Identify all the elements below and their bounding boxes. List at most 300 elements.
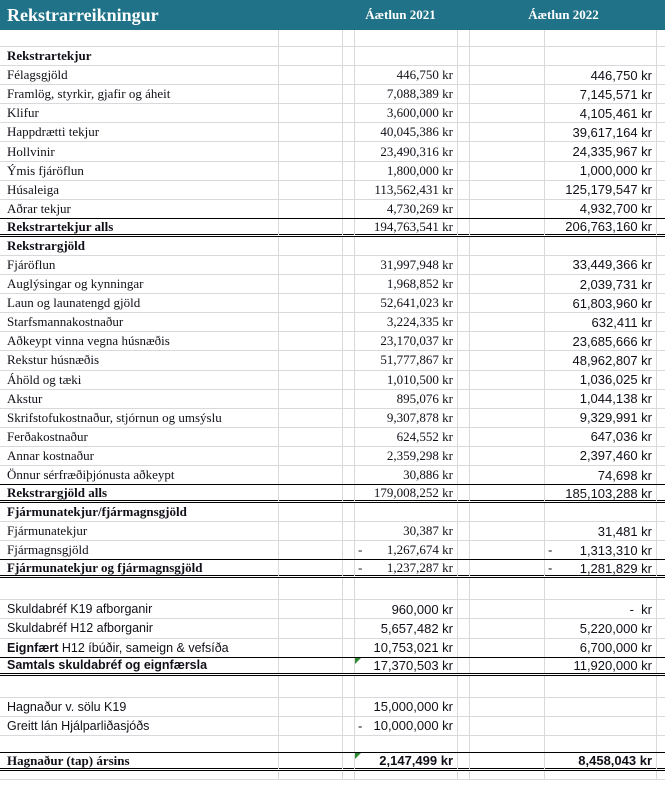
value-2021: 1,800,000 kr bbox=[386, 162, 453, 178]
table-row bbox=[0, 541, 665, 560]
table-row bbox=[0, 200, 665, 219]
cell-filler bbox=[279, 351, 343, 369]
cell-filler bbox=[343, 332, 355, 350]
cell-filler bbox=[470, 294, 545, 312]
value-2022-cell[interactable] bbox=[545, 485, 657, 501]
cell-filler bbox=[458, 162, 470, 180]
cell-filler bbox=[657, 698, 665, 716]
cell-filler bbox=[470, 639, 545, 657]
minus-sign: - bbox=[358, 542, 363, 558]
value-2021: 624,552 kr bbox=[396, 428, 453, 444]
value-2021-cell[interactable] bbox=[355, 313, 458, 331]
value-2021-cell[interactable] bbox=[355, 332, 458, 350]
cell-filler bbox=[458, 237, 470, 255]
row-label: Fjármunatekjur/fjármagnsgjöld bbox=[7, 504, 187, 520]
minus-sign: - bbox=[358, 718, 363, 734]
value-2022-cell[interactable] bbox=[545, 658, 657, 673]
value-2022-cell[interactable] bbox=[545, 676, 657, 697]
cell-filler bbox=[470, 753, 545, 769]
cell-filler bbox=[343, 294, 355, 312]
minus-sign: - bbox=[358, 560, 363, 576]
value-2021: 40,045,386 kr bbox=[380, 124, 453, 140]
value-2021-cell[interactable] bbox=[355, 541, 458, 559]
cell-filler bbox=[343, 560, 355, 576]
empty-row bbox=[0, 676, 665, 698]
row-label: H12 íbúðir, sameign & vefsíða bbox=[58, 640, 229, 655]
value-2022: 31,481 kr bbox=[597, 523, 652, 539]
value-2022-cell[interactable] bbox=[545, 771, 657, 779]
table-row bbox=[0, 639, 665, 658]
row-label: Önnur sérfræðiþjónusta aðkeypt bbox=[7, 467, 175, 483]
value-2022: 2,397,460 kr bbox=[579, 448, 652, 464]
value-2021: 960,000 kr bbox=[391, 601, 453, 617]
value-2022-cell[interactable] bbox=[545, 717, 657, 735]
value-2022-cell[interactable] bbox=[545, 200, 657, 218]
row-label-cell[interactable] bbox=[0, 428, 279, 446]
column-header-2022: Áætlun 2022 bbox=[528, 7, 599, 22]
row-label-cell[interactable] bbox=[0, 313, 279, 331]
value-2022: 33,449,366 kr bbox=[572, 257, 652, 273]
value-2021-cell[interactable] bbox=[355, 736, 458, 752]
cell-filler bbox=[470, 390, 545, 408]
cell-filler bbox=[279, 428, 343, 446]
cell-filler bbox=[458, 522, 470, 540]
cell-filler bbox=[279, 332, 343, 350]
row-label-cell[interactable] bbox=[0, 466, 279, 484]
value-2022-cell[interactable] bbox=[545, 409, 657, 427]
cell-filler bbox=[657, 619, 665, 637]
cell-filler bbox=[343, 66, 355, 84]
value-2022-cell[interactable] bbox=[545, 332, 657, 350]
value-2022-cell[interactable] bbox=[545, 30, 657, 46]
cell-filler bbox=[470, 466, 545, 484]
row-label-cell[interactable] bbox=[0, 541, 279, 559]
value-2021: 15,000,000 kr bbox=[373, 699, 453, 715]
row-label-cell[interactable] bbox=[0, 639, 279, 657]
value-2022-cell[interactable] bbox=[545, 753, 657, 769]
table-row bbox=[0, 47, 665, 66]
cell-filler bbox=[458, 503, 470, 521]
row-label-cell[interactable] bbox=[0, 256, 279, 274]
row-label: Akstur bbox=[7, 390, 43, 406]
row-label: Áhöld og tæki bbox=[7, 371, 82, 387]
row-label-cell[interactable] bbox=[0, 409, 279, 427]
value-2022: 647,036 kr bbox=[590, 429, 652, 445]
value-2021: 1,267,674 kr bbox=[386, 542, 453, 558]
value-2021: 2,359,298 kr bbox=[386, 447, 453, 463]
value-2022-cell[interactable] bbox=[545, 104, 657, 122]
value-2022: 1,044,138 kr bbox=[579, 391, 652, 407]
value-2022: 206,763,160 kr bbox=[565, 219, 652, 235]
value-2022-cell[interactable] bbox=[545, 123, 657, 141]
row-label-cell[interactable] bbox=[0, 371, 279, 389]
row-label-cell[interactable] bbox=[0, 351, 279, 369]
empty-row bbox=[0, 771, 665, 780]
cell-filler bbox=[657, 717, 665, 735]
cell-filler bbox=[458, 578, 470, 599]
cell-filler bbox=[279, 676, 343, 697]
cell-filler bbox=[279, 47, 343, 65]
cell-filler bbox=[279, 771, 343, 779]
cell-filler bbox=[657, 351, 665, 369]
row-label-cell[interactable] bbox=[0, 390, 279, 408]
value-2021-cell[interactable] bbox=[355, 351, 458, 369]
row-label-cell[interactable] bbox=[0, 104, 279, 122]
cell-filler bbox=[279, 123, 343, 141]
value-2022-cell[interactable] bbox=[545, 371, 657, 389]
cell-filler bbox=[343, 753, 355, 769]
cell-filler bbox=[279, 736, 343, 752]
row-label-cell[interactable] bbox=[0, 578, 279, 599]
cell-filler bbox=[279, 619, 343, 637]
cell-filler bbox=[657, 522, 665, 540]
value-2021-cell[interactable] bbox=[355, 256, 458, 274]
cell-filler bbox=[458, 200, 470, 218]
value-2022: 5,220,000 kr bbox=[579, 620, 652, 636]
cell-filler bbox=[470, 619, 545, 637]
cell-filler bbox=[279, 162, 343, 180]
value-2022-cell[interactable] bbox=[545, 181, 657, 199]
cell-filler bbox=[279, 600, 343, 618]
value-2021: 2,147,499 kr bbox=[379, 753, 453, 769]
table-row bbox=[0, 313, 665, 332]
cell-filler bbox=[470, 560, 545, 576]
cell-filler bbox=[458, 658, 470, 673]
value-2022-cell[interactable] bbox=[545, 237, 657, 255]
table-row bbox=[0, 447, 665, 466]
value-2021-cell[interactable] bbox=[355, 771, 458, 779]
table-row bbox=[0, 409, 665, 428]
row-label-cell[interactable] bbox=[0, 123, 279, 141]
cell-filler bbox=[458, 275, 470, 293]
value-2021-cell[interactable] bbox=[355, 219, 458, 235]
cell-filler bbox=[343, 390, 355, 408]
cell-filler bbox=[279, 275, 343, 293]
value-2022-cell[interactable] bbox=[545, 390, 657, 408]
row-label-cell[interactable] bbox=[0, 294, 279, 312]
value-2021-cell[interactable] bbox=[355, 390, 458, 408]
cell-filler bbox=[458, 219, 470, 235]
row-label: Annar kostnaður bbox=[7, 447, 95, 463]
row-label-cell[interactable] bbox=[0, 619, 279, 637]
value-2021-cell[interactable] bbox=[355, 428, 458, 446]
cell-filler bbox=[470, 30, 545, 46]
cell-filler bbox=[343, 162, 355, 180]
value-2022-cell[interactable] bbox=[545, 560, 657, 576]
value-2022-cell[interactable] bbox=[545, 698, 657, 716]
cell-filler bbox=[470, 66, 545, 84]
cell-filler bbox=[657, 447, 665, 465]
cell-filler bbox=[343, 578, 355, 599]
value-2021-cell[interactable] bbox=[355, 162, 458, 180]
cell-filler bbox=[458, 717, 470, 735]
cell-filler bbox=[458, 676, 470, 697]
row-label: Hagnaður v. sölu K19 bbox=[7, 699, 127, 714]
cell-filler bbox=[343, 466, 355, 484]
row-label-cell[interactable] bbox=[0, 717, 279, 735]
value-2021-cell[interactable] bbox=[355, 237, 458, 255]
row-label: Skuldabréf H12 afborganir bbox=[7, 621, 153, 636]
cell-filler bbox=[657, 162, 665, 180]
cell-filler bbox=[470, 409, 545, 427]
cell-filler bbox=[657, 85, 665, 103]
cell-filler bbox=[470, 541, 545, 559]
row-label: Fjármunatekjur bbox=[7, 523, 88, 539]
value-2022-cell[interactable] bbox=[545, 47, 657, 65]
green-triangle-icon bbox=[355, 753, 361, 759]
row-label-cell[interactable] bbox=[0, 162, 279, 180]
value-2022-cell[interactable] bbox=[545, 275, 657, 293]
value-2022-cell[interactable] bbox=[545, 736, 657, 752]
cell-filler bbox=[470, 676, 545, 697]
value-2021-cell[interactable] bbox=[355, 47, 458, 65]
value-2021: 3,224,335 kr bbox=[386, 314, 453, 330]
cell-filler bbox=[458, 541, 470, 559]
value-2022-cell[interactable] bbox=[545, 541, 657, 559]
table-row bbox=[0, 104, 665, 123]
value-2021-cell[interactable] bbox=[355, 123, 458, 141]
value-2021-cell[interactable] bbox=[355, 600, 458, 618]
value-2021: 4,730,269 kr bbox=[386, 200, 453, 216]
cell-filler bbox=[470, 142, 545, 160]
value-2021-cell[interactable] bbox=[355, 503, 458, 521]
cell-filler bbox=[470, 237, 545, 255]
cell-filler bbox=[470, 275, 545, 293]
cell-filler bbox=[279, 294, 343, 312]
cell-filler bbox=[279, 578, 343, 599]
cell-filler bbox=[470, 698, 545, 716]
cell-filler bbox=[279, 466, 343, 484]
cell-filler bbox=[279, 447, 343, 465]
value-2021-cell[interactable] bbox=[355, 753, 458, 769]
value-2021: 3,600,000 kr bbox=[386, 105, 453, 121]
table-row bbox=[0, 657, 665, 676]
cell-filler bbox=[343, 619, 355, 637]
value-2022-cell[interactable] bbox=[545, 256, 657, 274]
value-2021-cell[interactable] bbox=[355, 275, 458, 293]
value-2022: 7,145,571 kr bbox=[579, 86, 652, 102]
cell-filler bbox=[458, 428, 470, 446]
cell-filler bbox=[657, 466, 665, 484]
cell-filler bbox=[279, 313, 343, 331]
value-2021-cell[interactable] bbox=[355, 104, 458, 122]
row-label: Rekstrartekjur bbox=[7, 48, 92, 64]
cell-filler bbox=[343, 676, 355, 697]
row-label-cell[interactable] bbox=[0, 237, 279, 255]
value-2021-cell[interactable] bbox=[355, 676, 458, 697]
table-row bbox=[0, 332, 665, 351]
row-label: Happdrætti tekjur bbox=[7, 124, 100, 140]
cell-filler bbox=[458, 771, 470, 779]
value-2022-cell[interactable] bbox=[545, 578, 657, 599]
cell-filler bbox=[470, 503, 545, 521]
cell-filler bbox=[657, 428, 665, 446]
cell-filler bbox=[458, 294, 470, 312]
value-2021-cell[interactable] bbox=[355, 485, 458, 501]
cell-filler bbox=[657, 200, 665, 218]
empty-row bbox=[0, 578, 665, 600]
row-label-cell[interactable] bbox=[0, 200, 279, 218]
cell-filler bbox=[458, 66, 470, 84]
cell-filler bbox=[470, 162, 545, 180]
row-label-cell[interactable] bbox=[0, 560, 279, 576]
cell-filler bbox=[470, 447, 545, 465]
row-label-cell[interactable] bbox=[0, 771, 279, 779]
value-2022: 446,750 kr bbox=[590, 67, 652, 83]
row-label-cell[interactable] bbox=[0, 66, 279, 84]
value-2022: 6,700,000 kr bbox=[579, 640, 652, 656]
value-2021: 194,763,541 kr bbox=[373, 218, 453, 234]
value-2021-cell[interactable] bbox=[355, 294, 458, 312]
value-2022-cell[interactable] bbox=[545, 428, 657, 446]
row-label-cell[interactable] bbox=[0, 503, 279, 521]
value-2022: 185,103,288 kr bbox=[565, 485, 652, 501]
column-header-2021: Áætlun 2021 bbox=[365, 7, 436, 22]
value-2022-cell[interactable] bbox=[545, 142, 657, 160]
cell-filler bbox=[458, 313, 470, 331]
value-2022-cell[interactable] bbox=[545, 600, 657, 618]
value-2022-cell[interactable] bbox=[545, 66, 657, 84]
value-2022-cell[interactable] bbox=[545, 85, 657, 103]
value-2021-cell[interactable] bbox=[355, 66, 458, 84]
table-row bbox=[0, 371, 665, 390]
cell-filler bbox=[343, 237, 355, 255]
row-label-cell[interactable] bbox=[0, 219, 279, 235]
table-row bbox=[0, 275, 665, 294]
value-2022-cell[interactable] bbox=[545, 219, 657, 235]
value-2022-cell[interactable] bbox=[545, 162, 657, 180]
row-label-cell[interactable] bbox=[0, 30, 279, 46]
cell-filler bbox=[657, 771, 665, 779]
value-2021-cell[interactable] bbox=[355, 409, 458, 427]
value-2021-cell[interactable] bbox=[355, 578, 458, 599]
value-2021-cell[interactable] bbox=[355, 639, 458, 657]
value-2021: 10,000,000 kr bbox=[373, 718, 453, 734]
cell-filler bbox=[458, 104, 470, 122]
cell-filler bbox=[458, 256, 470, 274]
row-label-cell[interactable] bbox=[0, 753, 279, 769]
cell-filler bbox=[657, 104, 665, 122]
value-2022-cell[interactable] bbox=[545, 466, 657, 484]
cell-filler bbox=[657, 600, 665, 618]
row-label-cell[interactable] bbox=[0, 142, 279, 160]
value-2022: - kr bbox=[629, 601, 652, 617]
cell-filler bbox=[657, 409, 665, 427]
value-2022-cell[interactable] bbox=[545, 447, 657, 465]
value-2021-cell[interactable] bbox=[355, 200, 458, 218]
value-2021: 7,088,389 kr bbox=[386, 86, 453, 102]
value-2022-cell[interactable] bbox=[545, 294, 657, 312]
value-2022-cell[interactable] bbox=[545, 639, 657, 657]
value-2022: 125,179,547 kr bbox=[565, 182, 652, 198]
value-2021-cell[interactable] bbox=[355, 466, 458, 484]
value-2021-cell[interactable] bbox=[355, 658, 458, 673]
table-row bbox=[0, 256, 665, 275]
row-label: Auglýsingar og kynningar bbox=[7, 276, 144, 292]
value-2021: 23,490,316 kr bbox=[380, 143, 453, 159]
minus-sign: - bbox=[548, 560, 553, 576]
cell-filler bbox=[470, 85, 545, 103]
row-label-cell[interactable] bbox=[0, 181, 279, 199]
table-row bbox=[0, 522, 665, 541]
cell-filler bbox=[657, 142, 665, 160]
row-label-cell[interactable] bbox=[0, 676, 279, 697]
value-2022-cell[interactable] bbox=[545, 313, 657, 331]
cell-filler bbox=[470, 371, 545, 389]
row-label-cell[interactable] bbox=[0, 698, 279, 716]
row-label-bold-part: Eignfært bbox=[7, 640, 59, 655]
value-2021-cell[interactable] bbox=[355, 85, 458, 103]
cell-filler bbox=[343, 181, 355, 199]
row-label: Framlög, styrkir, gjafir og áheit bbox=[7, 86, 171, 102]
row-label-cell[interactable] bbox=[0, 658, 279, 673]
value-2021-cell[interactable] bbox=[355, 181, 458, 199]
cell-filler bbox=[343, 771, 355, 779]
value-2022-cell[interactable] bbox=[545, 619, 657, 637]
value-2022-cell[interactable] bbox=[545, 522, 657, 540]
value-2021: 17,370,503 kr bbox=[373, 657, 453, 673]
value-2022: 39,617,164 kr bbox=[572, 124, 652, 140]
row-label: Skuldabréf K19 afborganir bbox=[7, 602, 153, 617]
value-2021-cell[interactable] bbox=[355, 698, 458, 716]
cell-filler bbox=[343, 47, 355, 65]
value-2021-cell[interactable] bbox=[355, 447, 458, 465]
row-label-cell[interactable] bbox=[0, 485, 279, 501]
cell-filler bbox=[657, 219, 665, 235]
cell-filler bbox=[657, 676, 665, 697]
row-label: Rekstur húsnæðis bbox=[7, 352, 100, 368]
cell-filler bbox=[470, 47, 545, 65]
row-label-cell[interactable] bbox=[0, 522, 279, 540]
value-2022-cell[interactable] bbox=[545, 503, 657, 521]
row-label-cell[interactable] bbox=[0, 275, 279, 293]
value-2022-cell[interactable] bbox=[545, 351, 657, 369]
cell-filler bbox=[470, 219, 545, 235]
row-label-cell[interactable] bbox=[0, 447, 279, 465]
row-label-cell[interactable] bbox=[0, 47, 279, 65]
cell-filler bbox=[458, 619, 470, 637]
table-row bbox=[0, 717, 665, 736]
row-label: Samtals skuldabréf og eignfærsla bbox=[7, 658, 208, 673]
cell-filler bbox=[279, 237, 343, 255]
cell-filler bbox=[470, 771, 545, 779]
row-label: Skrifstofukostnaður, stjórnun og umsýslu bbox=[7, 409, 222, 425]
cell-filler bbox=[458, 639, 470, 657]
value-2021-cell[interactable] bbox=[355, 142, 458, 160]
row-label-cell[interactable] bbox=[0, 332, 279, 350]
value-2022: 1,000,000 kr bbox=[579, 163, 652, 179]
cell-filler bbox=[657, 753, 665, 769]
cell-filler bbox=[343, 447, 355, 465]
value-2021-cell[interactable] bbox=[355, 717, 458, 735]
row-label-cell[interactable] bbox=[0, 85, 279, 103]
sheet-title: Rekstrarreikningur bbox=[7, 4, 159, 25]
value-2021-cell[interactable] bbox=[355, 30, 458, 46]
cell-filler bbox=[343, 142, 355, 160]
cell-filler bbox=[458, 753, 470, 769]
cell-filler bbox=[657, 66, 665, 84]
value-2021-cell[interactable] bbox=[355, 371, 458, 389]
row-label-cell[interactable] bbox=[0, 600, 279, 618]
value-2021-cell[interactable] bbox=[355, 619, 458, 637]
value-2021-cell[interactable] bbox=[355, 560, 458, 576]
row-label-cell[interactable] bbox=[0, 736, 279, 752]
cell-filler bbox=[458, 371, 470, 389]
row-label: Aðkeypt vinna vegna húsnæðis bbox=[7, 333, 170, 349]
cell-filler bbox=[470, 485, 545, 501]
value-2021-cell[interactable] bbox=[355, 522, 458, 540]
cell-filler bbox=[470, 600, 545, 618]
